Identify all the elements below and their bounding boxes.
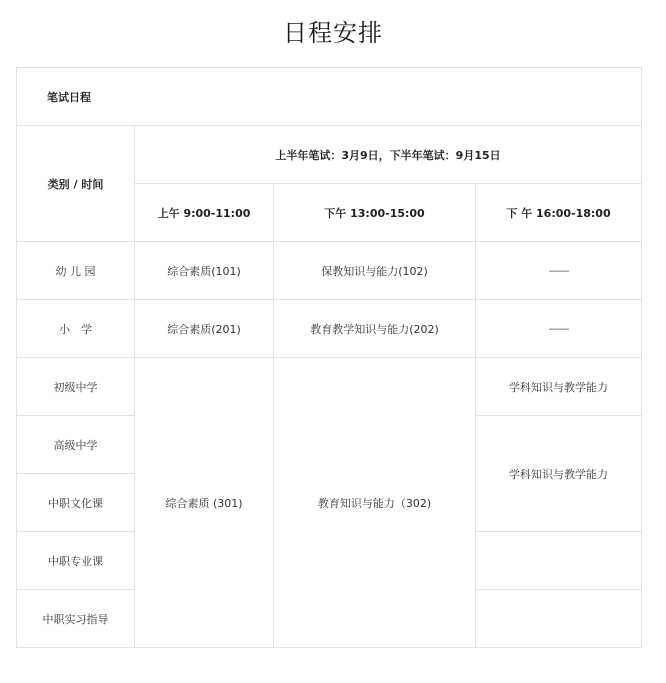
table-row — [17, 242, 642, 300]
exam-date-header: 上半年笔试：3月9日，下半年笔试：9月15日 — [135, 126, 642, 184]
category-junior-middle: 初级中学 — [17, 358, 135, 416]
category-header: 类别 / 时间 — [17, 126, 135, 242]
morning-exam-cell: 综合素质(101) — [135, 242, 274, 300]
category-kindergarten: 幼 儿 园 — [17, 242, 135, 300]
time-slot-evening: 下 午 16:00-18:00 — [476, 184, 642, 242]
empty-cell — [476, 532, 642, 590]
category-vocational-culture: 中职文化课 — [17, 474, 135, 532]
page-title: 日程安排 — [283, 19, 383, 47]
junior-subject-exam: 学科知识与教学能力 — [476, 358, 642, 416]
section-title: 笔试日程 — [17, 68, 642, 126]
category-primary: 小 学 — [17, 300, 135, 358]
evening-exam-cell: —— — [476, 300, 642, 358]
table-row — [17, 300, 642, 358]
category-senior-middle: 高级中学 — [17, 416, 135, 474]
afternoon-exam-cell: 保教知识与能力(102) — [274, 242, 476, 300]
afternoon-exam-cell: 教育教学知识与能力(202) — [274, 300, 476, 358]
evening-exam-cell: —— — [476, 242, 642, 300]
morning-exam-cell: 综合素质(201) — [135, 300, 274, 358]
time-slot-morning: 上午 9:00-11:00 — [135, 184, 274, 242]
section-title-row — [17, 68, 642, 126]
senior-subject-exam: 学科知识与教学能力 — [476, 416, 642, 532]
category-vocational-professional: 中职专业课 — [17, 532, 135, 590]
date-header-row — [17, 126, 642, 184]
time-slot-afternoon: 下午 13:00-15:00 — [274, 184, 476, 242]
table-row — [17, 358, 642, 416]
secondary-morning-exam: 综合素质 (301) — [135, 358, 274, 648]
category-vocational-internship: 中职实习指导 — [17, 590, 135, 648]
secondary-afternoon-exam: 教育知识与能力（302) — [274, 358, 476, 648]
empty-cell — [476, 590, 642, 648]
schedule-table — [16, 67, 642, 648]
